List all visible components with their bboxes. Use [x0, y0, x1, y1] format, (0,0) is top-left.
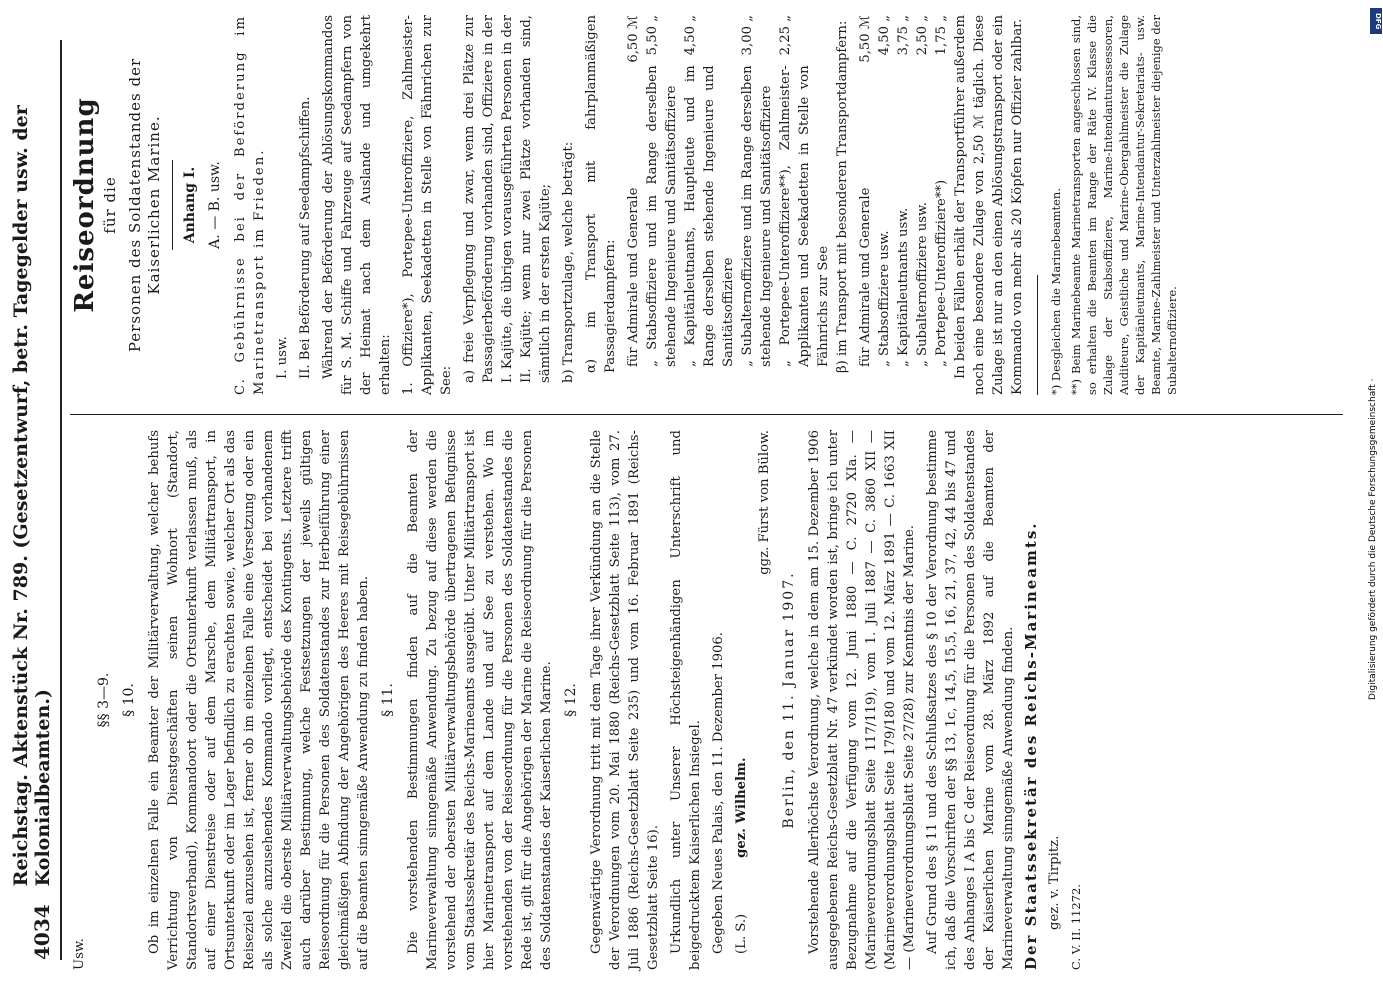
- section-10-heading: § 10.: [121, 683, 137, 717]
- item-alpha: α) im Transport mit fahrplanmäßigen Passagierdampfern:: [584, 15, 618, 373]
- rate-label: „ Stabsoffiziere usw.: [877, 230, 892, 367]
- footnote-2: **) Beim Marinebeamte Marinetransporten angeschlossen sind, so erhalten die Beamten im Range der Räte IV. Klasse die Zulage der Stabsoffiziere, Marine-Intendanturassessoren, Auditeure, Geistliche und Marine-Obergahlmeister die Zulage der Kapitänleutnants, Marine-Intendantur-Sekretariats- usw. Beamte, Marine-Zahlmeister und Unterzahlmeister diejenige der Subalternoffiziere.: [1069, 15, 1179, 395]
- digitization-note: Digitalisierung gefördert durch die Deutsche Forschungsgemeinschaft ·: [1368, 378, 1378, 700]
- item-1: 1. Offiziere*), Portepee-Unteroffiziere, Zahlmeister-Applikanten, Seekadetten in Stelle von Fähnrichen zur See:: [401, 15, 454, 395]
- rate-amount: 6,50 ℳ: [626, 15, 641, 63]
- title-rule: [172, 160, 173, 250]
- rate-amount: 3,75 „: [896, 15, 911, 56]
- section-12-heading: § 12.: [563, 683, 579, 717]
- given-line: Gegeben Neues Palais, den 11. Dezember 1906.: [711, 632, 726, 954]
- right-column: [70, 15, 1184, 395]
- rate-amount: 1,75 „: [934, 15, 949, 56]
- page-number: 4034: [30, 904, 54, 960]
- rates-alpha-list: [624, 15, 833, 395]
- ii-text: Während der Beförderung der Ablösungskommandos für S. M. Schiffe und Fahrzeuge auf Seedampfern von der Heimat nach dem Auslande und umgekehrt erhalten:: [321, 15, 393, 395]
- secretary-line: Der Staatssekretär des Reichs-Marineamts.: [1022, 521, 1040, 970]
- berlin-date: Berlin, den 11. Januar 1907.: [781, 571, 797, 829]
- fuer-die: für die: [101, 176, 119, 234]
- section-12-text-2: Urkundlich unter Unserer Höchsteigenhändigen Unterschrift und beigedrucktem Kaiserlichen Insiegel.: [669, 430, 703, 970]
- seal-text: (L. S.): [734, 913, 749, 954]
- c-heading: C. Gebührnisse bei der Beförderung im Marinetransport im Frieden.: [233, 15, 267, 395]
- usw-text: Usw.: [72, 938, 87, 970]
- berlin-text: Vorstehende Allerhöchste Verordnung, welche in dem am 15. Dezember 1906 ausgegebenen Reichs-Gesetzblatt Nr. 47 verkündet worden ist, bringe ich unter Bezugnahme auf die Verfügung vom 12. Juni 1880 — C. 2720 XIa. — (Marineverordnungsblatt Seite 117/119), vom 1. Juli 1887 — C. 3860 XII — (Marineverordnungsblatt Seite 179/180 und vom 12. März 1891 — C. 1663 XII — (Marineverordnungsblatt Seite 27/28) zur Kenntnis der Marine.: [807, 430, 917, 970]
- rates-beta-list: [856, 15, 951, 395]
- rate-label: „ Subalternoffiziere und im Range derselben stehende Ingenieure und Sanitätsoffiziere: [740, 65, 774, 367]
- rate-amount: 2,25 „: [778, 15, 793, 56]
- signature-line: [732, 430, 751, 970]
- rate-amount: 4,50 „: [683, 15, 698, 56]
- rate-label: „ Kapitänleutnants usw.: [896, 207, 911, 367]
- rate-row: [875, 15, 894, 395]
- rate-row: [856, 15, 875, 395]
- footnote-rule: [1037, 275, 1038, 395]
- dfg-logo: DFG: [1370, 8, 1382, 34]
- section-11-text: Die vorstehenden Bestimmungen finden auf die Beamten der Marineverwaltung sinngemäße Anwendung. Zu bezug auf diese werden die vorstehend der obersten Militärverwaltungsbehörde übertragenen Befugnisse vom Staatssekretär des Reichs-Marineamts ausgeübt. Unter Militärtransport ist hier Marinetransport auf dem Lande und auf See zu verstehen. Wo im vorstehenden von der Reiseordnung für die Personen des Soldatenstandes die Rede ist, gilt für die Angehörigen der Marine die Reiseordnung für die Personen des Soldatenstandes der Kaiserlichen Marine.: [406, 430, 554, 970]
- running-title: Reichstag. Aktenstück Nr. 789. (Gesetzentwurf, betr. Tagegelder usw. der Kolonialbeamten.): [10, 105, 54, 887]
- ii-heading: II. Bei Beförderung auf Seedampfschiffen.: [298, 96, 313, 379]
- rate-amount: 5,50 „: [645, 15, 660, 56]
- rate-row: [932, 15, 951, 395]
- page-header: [10, 40, 62, 960]
- footnote-1: *) Desgleichen die Marinebeamten.: [1049, 188, 1063, 395]
- section-11-heading: § 11.: [380, 683, 396, 717]
- rate-row: [738, 15, 776, 395]
- ab-usw: A. — B. usw.: [207, 161, 223, 249]
- item-beta: β) im Transport mit besonderen Transportdampfern:: [835, 20, 850, 373]
- chancellor-signature: ggz. Fürst von Bülow.: [757, 430, 772, 575]
- reiseordnung-subtitle: Personen des Soldatenstandes der Kaiserlichen Marine.: [126, 57, 163, 353]
- rate-row: [643, 15, 681, 395]
- rate-amount: 4,50 „: [877, 15, 892, 56]
- rate-label: „ Portepee-Unteroffiziere**): [934, 179, 949, 367]
- rate-row: [894, 15, 913, 395]
- section-10-text: Ob im einzelnen Falle ein Beamter der Militärverwaltung, welcher behufs Verrichtung von Dienstgeschäften seinen Wohnort (Standort, Standortsverband), Kommandoort oder die Ortsunterkunft verlassen muß, als auf einer Dienstreise oder auf dem Marsche, dem Militärtransport, in Ortsunterkunft oder im Lager befindlich zu erachten sowie, welcher Ort als das Reiseziel anzusehen ist, ferner ob im einzelnen Falle eine Versetzung oder ein als solche anzusehendes Kommando vorliegt, entscheidet bei vorhandenem Zweifel die oberste Militärverwaltungsbehörde des Kontingents. Letztere trifft auch darüber Bestimmung, welche Festsetzungen der jeweils gültigen Reiseordnung für die Personen des Soldatenstandes zur Herbeiführung einer gleichmäßigen Abfindung der Angehörigen des Heeres mit Reisegebührnissen auf die Beamten sinngemäße Anwendung zu finden haben.: [147, 430, 371, 970]
- rate-amount: 5,50 ℳ: [858, 15, 873, 63]
- rate-amount: 2,50 „: [915, 15, 930, 56]
- emperor-signature: gez. Wilhelm.: [734, 757, 749, 858]
- rate-label: „ Stabsoffiziere und im Range derselben stehende Ingenieure und Sanitätsoffiziere: [645, 65, 679, 367]
- rate-label: „ Portepee-Unteroffiziere**), Zahlmeister-Applikanten und Seekadetten in Stelle von Fähnrichs zur See: [778, 65, 831, 367]
- berlin-text-2: Auf Grund des § 11 und des Schlußsatzes des § 10 der Verordnung bestimme ich, daß die Vorschriften der §§ 13, 1c, 14,5, 15,5, 16, 21, 37, 42, 44 bis 47 und des Anhanges I A bis C der Reiseordnung für die Personen des Soldatenstandes der Kaiserlichen Marine vom 28. März 1892 auf die Beamten der Marineverwaltung sinngemäße Anwendung finden.: [925, 430, 1016, 970]
- rate-label: für Admirale und Generale: [858, 187, 873, 367]
- rate-row: [681, 15, 738, 395]
- both-cases-text: In beiden Fällen erhält der Transportführer außerdem noch eine besondere Zulage von 2,50 ℳ täglich. Diese Zulage ist nur an den einen Ablösungstransport oder ein Kommando von mehr als 20 Köpfen nur Offizier zahlbar.: [953, 15, 1025, 395]
- i-usw: I. usw.: [275, 336, 290, 379]
- rate-label: „ Kapitänleutnants, Hauptleute und im Range derselben stehende Ingenieure und Sanitätsoffiziere: [683, 65, 736, 367]
- rate-label: für Admirale und Generale: [626, 187, 641, 367]
- reiseordnung-title: Reiseordnung: [70, 97, 100, 313]
- section-12-text: Gegenwärtige Verordnung tritt mit dem Tage ihrer Verkündung an die Stelle der Verordnungen vom 20. Mai 1880 (Reichs-Gesetzblatt Seite 113), vom 27. Juli 1886 (Reichs-Gesetzblatt Seite 235) und vom 16. Februar 1891 (Reichs-Gesetzblatt Seite 16).: [589, 430, 661, 970]
- tirpitz-signature: gez. v. Tirpitz.: [1047, 835, 1062, 930]
- reference-number: C. V. II. 11272.: [1069, 884, 1083, 970]
- rate-row: [776, 15, 833, 395]
- left-column: [70, 430, 1088, 970]
- rate-amount: 3,00 „: [740, 15, 755, 56]
- column-divider: [70, 414, 1343, 415]
- section-range: §§ 3—9.: [96, 672, 112, 728]
- rate-row: [913, 15, 932, 395]
- item-b: b) Transportzulage, welche beträgt:: [561, 141, 576, 383]
- item-a: a) freie Verpflegung und zwar, wenn drei Plätze zur Passagierbeförderung vorhanden sind, Offiziere in der I. Kajüte, die übrigen vorausgeführten Personen in der II. Kajüte; wenn nur zwei Plätze vorhanden sind, sämtlich in der ersten Kajüte;: [462, 15, 553, 383]
- rate-row: [624, 15, 643, 395]
- anhang-heading: Anhang I.: [182, 166, 198, 244]
- rate-label: „ Subalternoffiziere usw.: [915, 202, 930, 367]
